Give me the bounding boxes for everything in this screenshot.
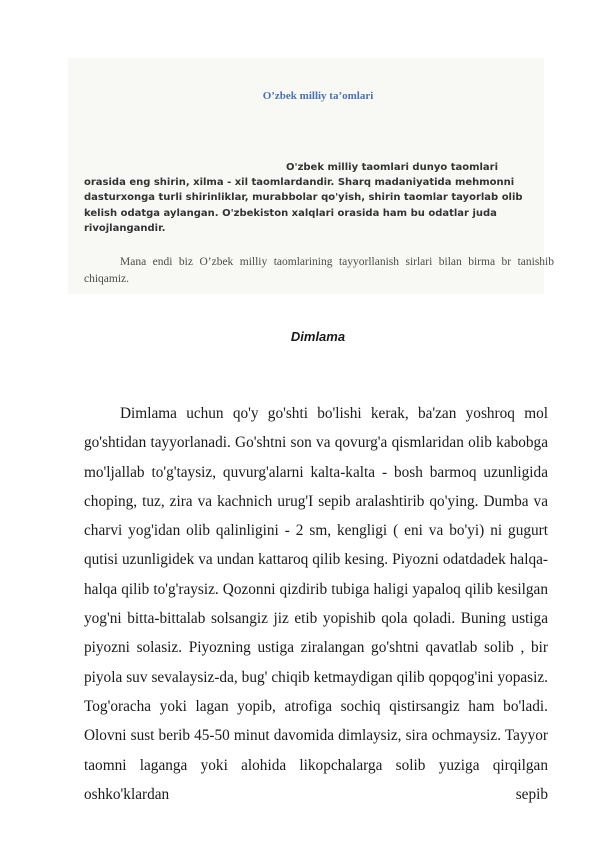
section-heading: Dimlama bbox=[290, 329, 346, 344]
intro-rest: orasida eng shirin, xilma - xil taomlardandir. Sharq madaniyatida mehmonni dasturxonga turli shirinliklar, murabbolar qo'yish, shirin taomlar tayorlab olib kelish odatga aylangan. O'zbekiston xalqlari orasida ham bu odatlar juda rivojlangandir. bbox=[84, 177, 523, 234]
intro-paragraph: Mana endi biz O’zbek milliy taomlarining tayyorllanish sirlari bilan birma br tanishib chiqamiz. bbox=[84, 256, 554, 285]
site-title: O’zbek milliy ta’omlari bbox=[262, 90, 374, 102]
intro-first-line: O'zbek milliy taomlari dunyo taomlari bbox=[286, 162, 499, 173]
intro-bold-paragraph bbox=[84, 160, 546, 236]
body-paragraph: Dimlama uchun qo'y go'shti bo'lishi kerak, ba'zan yoshroq mol go'shtidan tayyorlanadi. Go'shtni son va qovurg'a qismlaridan olib kabobga mo'ljallab to'g'taysiz, quvurg'alarni kalta-kalta - bosh barmoq uzunligida choping, tuz, zira va kachnich urug'I sepib aralashtirib qo'ying. Dumba va charvi yog'idan olib qalinligini - 2 sm, kengligi ( eni va bo'yi) ni gugurt qutisi uzunligidek va undan kattaroq qilib kesing. Piyozni odatdadek halqa-halqa qilib to'g'raysiz. Qozonni qizdirib tubiga haligi yapaloq qilib kesilgan yog'ni bitta-bittalab solsangiz jiz etib yopishib qola qoladi. Buning ustiga piyozni solasiz. Piyozning ustiga ziralangan go'shtni qavatlab solib , bir piyola suv sevalaysiz-da, bug' chiqib ketmaydigan qilib qopqog'ini yopasiz. Tog'oracha yoki lagan yopib, atrofiga sochiq qistirsangiz ham bo'ladi. Olovni sust berib 45-50 minut davomida dimlaysiz, sira ochmaysiz. Tayyor taomni laganga yoki alohida likopchalarga solib yuziga qirqilgan oshko'klardan sepib bbox=[84, 405, 548, 803]
